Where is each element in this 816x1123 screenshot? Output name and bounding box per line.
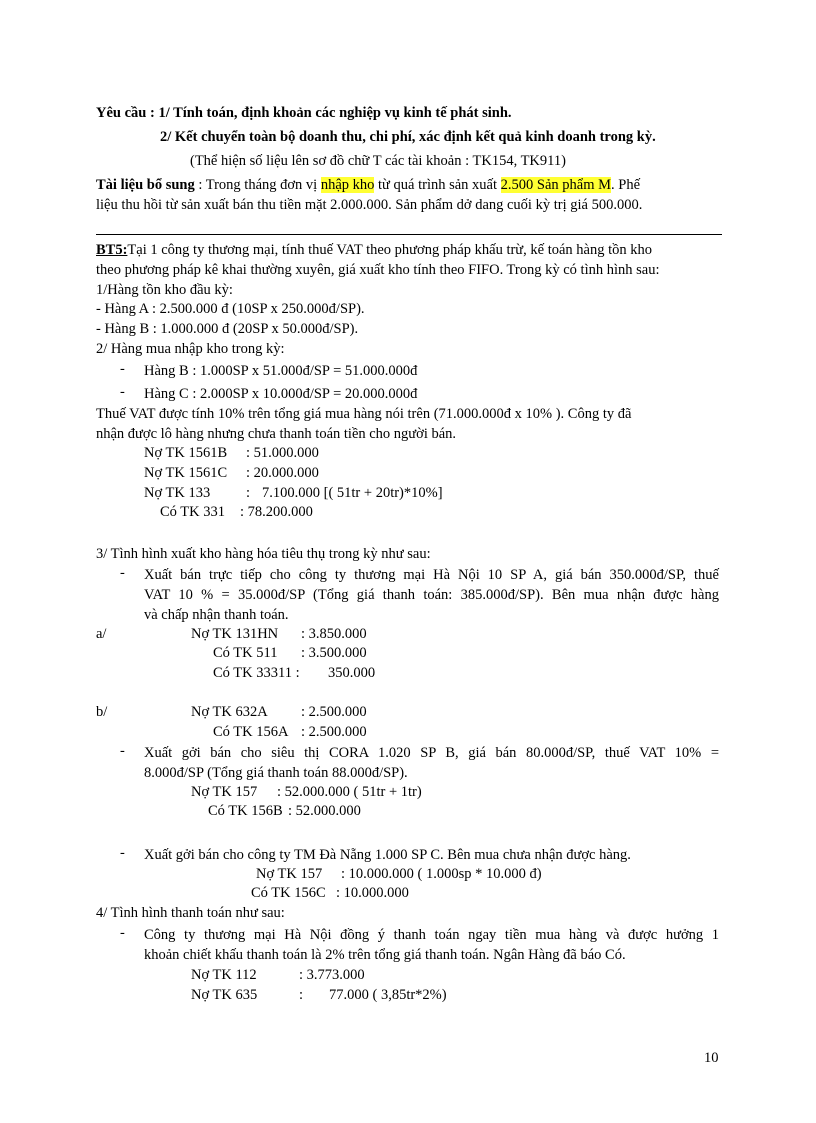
- entry-label-b: b/: [96, 704, 108, 720]
- requirement-line-1: Yêu cầu : 1/ Tính toán, định khoản các nghiệp vụ kinh tế phát sinh.: [96, 105, 512, 121]
- entry-amount: : 52.000.000 ( 51tr + 1tr): [277, 784, 422, 800]
- entry-amount: : 2.500.000: [301, 704, 367, 720]
- entry-debit-1561b: Nợ TK 1561B: [144, 445, 228, 461]
- bullet-dash: -: [120, 925, 125, 941]
- entry-amount: : 3.500.000: [301, 645, 367, 661]
- entry-credit-331: Có TK 331: [160, 504, 225, 520]
- entry-label-a: a/: [96, 626, 107, 642]
- inventory-a: - Hàng A : 2.500.000 đ (10SP x 250.000đ/SP).: [96, 301, 365, 317]
- bt5-intro-line-2: theo phương pháp kê khai thường xuyên, giá xuất kho tính theo FIFO. Trong kỳ có tình hình sau:: [96, 262, 660, 278]
- bullet-dash: -: [120, 743, 125, 759]
- requirement-line-2: 2/ Kết chuyển toàn bộ doanh thu, chi phí, xác định kết quả kinh doanh trong kỳ.: [160, 129, 656, 145]
- bullet-dash: -: [120, 361, 125, 377]
- entry-debit-1561c: Nợ TK 1561C: [144, 465, 228, 481]
- section-2-title: 2/ Hàng mua nhập kho trong kỳ:: [96, 341, 285, 357]
- entry-debit-157: Nợ TK 157: [191, 784, 258, 800]
- entry-credit-156b: Có TK 156B: [208, 803, 283, 819]
- purchase-c: Hàng C : 2.000SP x 10.000đ/SP = 20.000.000đ: [144, 386, 418, 402]
- entry-credit-33311: Có TK 33311 :: [213, 665, 300, 681]
- entry-amount: : 10.000.000: [336, 885, 409, 901]
- entry-credit-511: Có TK 511: [213, 645, 278, 661]
- sale-hn-line-3: và chấp nhận thanh toán.: [144, 607, 289, 623]
- entry-amount: : 78.200.000: [240, 504, 313, 520]
- highlight-nhap-kho: nhập kho: [320, 177, 375, 193]
- bullet-dash: -: [120, 565, 125, 581]
- section-1-title: 1/Hàng tồn kho đầu kỳ:: [96, 282, 233, 298]
- supplementary-line-1: Tài liệu bổ sung : Trong tháng đơn vị nhập kho từ quá trình sản xuất 2.500 Sản phẩm M. Phế: [96, 177, 641, 193]
- consign-danang-line: Xuất gởi bán cho công ty TM Đà Nẵng 1.000 SP C. Bên mua chưa nhận được hàng.: [144, 847, 631, 863]
- vat-line-1: Thuế VAT được tính 10% trên tổng giá mua hàng nói trên (71.000.000đ x 10% ). Công ty đã: [96, 406, 632, 422]
- consign-cora-line-1: Xuất gởi bán cho siêu thị CORA 1.020 SP B, giá bán 80.000đ/SP, thuế VAT 10% =: [144, 745, 719, 761]
- page-number: 10: [704, 1050, 719, 1066]
- consign-cora-line-2: 8.000đ/SP (Tổng giá thanh toán 88.000đ/SP).: [144, 765, 408, 781]
- entry-debit-133: Nợ TK 133: [144, 485, 211, 501]
- sale-hn-line-2: VAT 10 % = 35.000đ/SP (Tổng giá thanh toán: 385.000đ/SP). Bên mua nhận được hàng: [144, 587, 719, 603]
- entry-debit-131hn: Nợ TK 131HN: [191, 626, 279, 642]
- entry-amount: : 3.850.000: [301, 626, 367, 642]
- entry-debit-635: Nợ TK 635: [191, 987, 258, 1003]
- bt5-title: BT5:: [96, 242, 128, 258]
- sale-hn-line-1: Xuất bán trực tiếp cho công ty thương mại Hà Nội 10 SP A, giá bán 350.000đ/SP, thuế: [144, 567, 719, 583]
- entry-amount: : 52.000.000: [288, 803, 361, 819]
- entry-amount: 7.100.000 [( 51tr + 20tr)*10%]: [262, 485, 443, 501]
- section-divider: [96, 234, 722, 235]
- entry-amount: : 3.773.000: [299, 967, 365, 983]
- purchase-b: Hàng B : 1.000SP x 51.000đ/SP = 51.000.000đ: [144, 363, 418, 379]
- payment-hn-line-2: khoản chiết khấu thanh toán là 2% trên tổng giá thanh toán. Ngân Hàng đã báo Có.: [144, 947, 626, 963]
- entry-amount: : 2.500.000: [301, 724, 367, 740]
- payment-hn-line-1: Công ty thương mại Hà Nội đồng ý thanh toán ngay tiền mua hàng và được hưởng 1: [144, 927, 719, 943]
- entry-credit-156c: Có TK 156C: [251, 885, 326, 901]
- supplementary-line-2: liệu thu hồi từ sản xuất bán thu tiền mặt 2.000.000. Sản phẩm dở dang cuối kỳ trị giá 500.000.: [96, 197, 643, 213]
- bullet-dash: -: [120, 384, 125, 400]
- section-4-title: 4/ Tình hình thanh toán như sau:: [96, 905, 285, 921]
- bt5-intro-line-1: BT5:Tại 1 công ty thương mại, tính thuế VAT theo phương pháp khấu trừ, kế toán hàng tồn kho: [96, 242, 653, 258]
- entry-colon: :: [246, 485, 251, 501]
- entry-debit-112: Nợ TK 112: [191, 967, 257, 983]
- entry-amount: : 20.000.000: [246, 465, 319, 481]
- bullet-dash: -: [120, 845, 125, 861]
- highlight-san-pham-m: 2.500 Sản phẩm M: [500, 177, 612, 193]
- entry-amount: 350.000: [328, 665, 376, 681]
- entry-amount: : 51.000.000: [246, 445, 319, 461]
- entry-colon: :: [299, 987, 304, 1003]
- entry-credit-156a: Có TK 156A: [213, 724, 289, 740]
- inventory-b: - Hàng B : 1.000.000 đ (20SP x 50.000đ/SP).: [96, 321, 359, 337]
- entry-debit-157: Nợ TK 157: [256, 866, 323, 882]
- entry-amount: 77.000 ( 3,85tr*2%): [329, 987, 447, 1003]
- section-3-title: 3/ Tình hình xuất kho hàng hóa tiêu thụ trong kỳ như sau:: [96, 546, 431, 562]
- requirement-note: (Thể hiện số liệu lên sơ đồ chữ T các tài khoản : TK154, TK911): [190, 153, 566, 169]
- entry-amount: : 10.000.000 ( 1.000sp * 10.000 đ): [341, 866, 542, 882]
- entry-debit-632a: Nợ TK 632A: [191, 704, 268, 720]
- vat-line-2: nhận được lô hàng nhưng chưa thanh toán tiền cho người bán.: [96, 426, 457, 442]
